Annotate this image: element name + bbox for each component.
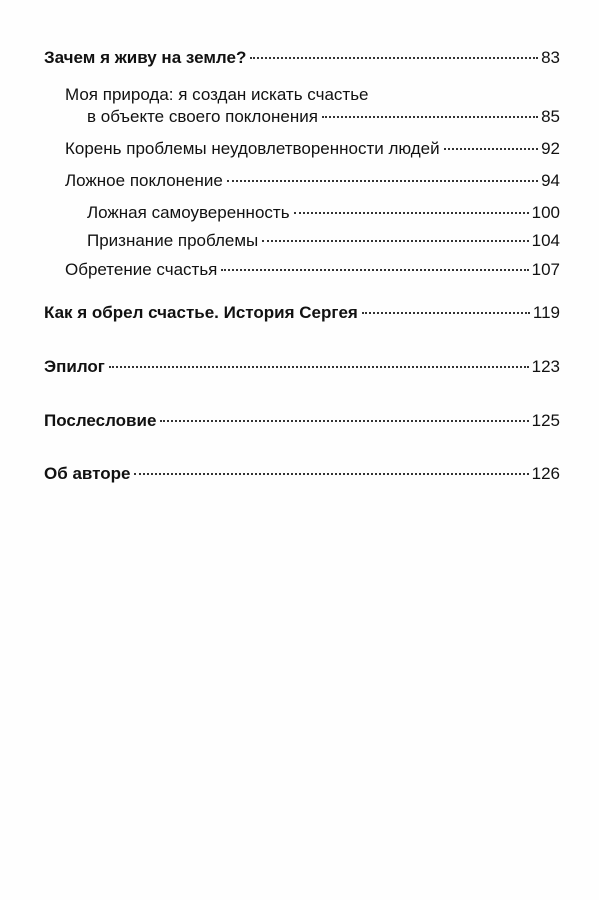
toc-entry-page: 94	[541, 171, 560, 190]
toc-entry-title: Корень проблемы неудовлетворенности людей	[65, 139, 440, 158]
toc-entry-title: в объекте своего поклонения	[87, 107, 318, 126]
toc-entry-page: 126	[531, 464, 560, 483]
dot-leader	[109, 366, 529, 368]
toc-entry-page: 100	[531, 203, 560, 222]
toc-entry-title: Эпилог	[44, 357, 105, 376]
dot-leader	[444, 148, 538, 150]
toc-entry-title: Ложное поклонение	[65, 171, 223, 190]
toc-entry-moya-priroda	[87, 106, 560, 128]
dot-leader	[250, 57, 538, 59]
toc-entry-title: Об авторе	[44, 464, 131, 483]
toc-entry-title: Признание проблемы	[87, 231, 259, 250]
toc-entry-posleslovie	[44, 410, 560, 432]
toc-entry-ob-avtore	[44, 463, 560, 485]
dot-leader	[227, 180, 538, 182]
toc-entry-title: Послесловие	[44, 411, 157, 430]
toc-entry-lozhnoe-poklonenie	[65, 170, 560, 192]
toc-entry-title: Как я обрел счастье. История Сергея	[44, 303, 358, 322]
toc-entry-title: Обретение счастья	[65, 260, 218, 279]
dot-leader	[294, 212, 529, 214]
dot-leader	[322, 116, 538, 118]
toc-entry-title-line1: Моя природа: я создан искать счастье	[65, 85, 369, 104]
toc-entry-page: 125	[531, 411, 560, 430]
toc-entry-priznanie-problemy	[87, 230, 560, 252]
dot-leader	[160, 420, 528, 422]
toc-entry-lozhnaya-samouverennost	[87, 202, 560, 224]
toc-entry-page: 107	[531, 260, 560, 279]
toc-entry-title: Зачем я живу на земле?	[44, 48, 247, 67]
toc-entry-epilog	[44, 356, 560, 378]
toc-entry-page: 104	[531, 231, 560, 250]
toc-entry-page: 83	[541, 48, 560, 67]
toc-entry-zachem	[44, 47, 560, 69]
toc-entry-title: Ложная самоуверенность	[87, 203, 290, 222]
toc-entry-page: 123	[531, 357, 560, 376]
dot-leader	[362, 312, 530, 314]
dot-leader	[221, 269, 528, 271]
toc-entry-istoriya-sergeya	[44, 302, 560, 324]
dot-leader	[134, 473, 528, 475]
dot-leader	[262, 240, 528, 242]
toc-entry-page: 119	[532, 303, 560, 322]
toc-entry-page: 92	[541, 139, 560, 158]
toc-entry-obretenie-schastya	[65, 259, 560, 281]
toc-entry-koren-problemy	[65, 138, 560, 160]
toc-entry-page: 85	[541, 107, 560, 126]
